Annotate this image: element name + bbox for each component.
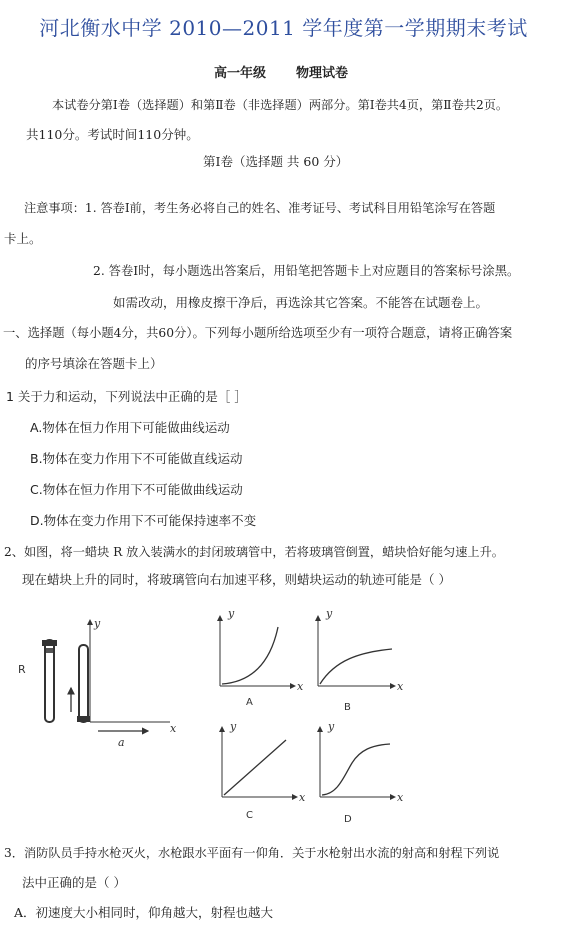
- graph-c-axis-y: y: [230, 720, 237, 733]
- subject-label: 物理试卷: [296, 66, 349, 81]
- notes-line-1: 注意事项：1. 答卷Ⅰ前，考生务必将自己的姓名、准考证号、考试科目用铅笔涂写在答题: [24, 201, 496, 215]
- notes-line-3: 2. 答卷Ⅰ时，每小题选出答案后，用铅笔把答题卡上对应题目的答案标号涂黑。: [93, 264, 520, 278]
- section1-line-2: 的序号填涂在答题卡上）: [25, 356, 163, 371]
- graph-d-axis-y: y: [328, 720, 335, 733]
- graph-d-axis-x: x: [397, 791, 404, 804]
- section1-line-1: 一、选择题（每小题4分，共60分）。下列每小题所给选项至少有一项符合题意，请将正确答案: [3, 326, 513, 340]
- intro-line-1: 本试卷分第Ⅰ卷（选择题）和第Ⅱ卷（非选择题）两部分。第Ⅰ卷共4页，第Ⅱ卷共2页。: [52, 98, 509, 112]
- figure-axis-y: y: [94, 617, 101, 630]
- q2-line-1: 2、如图，将一蜡块 R 放入装满水的封闭玻璃管中，若将玻璃管倒置，蜡块恰好能匀速上升。: [4, 545, 504, 559]
- part1-heading: 第Ⅰ卷（选择题 共 60 分）: [203, 154, 349, 169]
- q3-line-2: 法中正确的是（ ）: [22, 875, 126, 890]
- q2-line-2: 现在蜡块上升的同时，将玻璃管向右加速平移，则蜡块运动的轨迹可能是（ ）: [22, 572, 451, 587]
- grade-label: 高一年级: [214, 66, 267, 81]
- exam-title: 河北衡水中学 2010—2011 学年度第一学期期末考试: [39, 16, 528, 40]
- graph-a-axis-x: x: [297, 680, 304, 693]
- graph-d-label: D: [344, 814, 352, 825]
- intro-line-2: 共110分。考试时间110分钟。: [26, 127, 199, 142]
- tube-label-r: R: [18, 663, 26, 676]
- notes-line-4: 如需改动，用橡皮擦干净后，再选涂其它答案。不能答在试题卷上。: [113, 295, 489, 310]
- figure-axis-x: x: [170, 722, 177, 735]
- q1-stem: 1 关于力和运动，下列说法中正确的是［ ］: [6, 389, 247, 404]
- q1-option-c: C.物体在恒力作用下不可能做曲线运动: [30, 482, 243, 497]
- acceleration-label: a: [118, 736, 125, 749]
- q1-option-d: D.物体在变力作用下不可能保持速率不变: [30, 513, 257, 528]
- q1-option-a: A.物体在恒力作用下可能做曲线运动: [30, 420, 230, 435]
- graph-c: [222, 727, 297, 797]
- q3-line-1: 3．消防队员手持水枪灭火，水枪跟水平面有一仰角．关于水枪射出水流的射高和射程下列说: [4, 846, 500, 860]
- q3-option-a: A．初速度大小相同时，仰角越大，射程也越大: [14, 905, 274, 920]
- graph-d: [320, 727, 395, 797]
- graph-b: [318, 616, 395, 686]
- graph-b-axis-y: y: [326, 607, 333, 620]
- graph-a: [220, 616, 295, 686]
- graph-c-axis-x: x: [299, 791, 306, 804]
- q1-option-b: B.物体在变力作用下不可能做直线运动: [30, 451, 243, 466]
- graph-c-label: C: [246, 810, 253, 821]
- graph-a-axis-y: y: [228, 607, 235, 620]
- glass-tube-figure: [42, 620, 170, 731]
- graph-b-axis-x: x: [397, 680, 404, 693]
- notes-line-2: 卡上。: [4, 231, 42, 246]
- graph-b-label: B: [344, 702, 351, 713]
- graph-a-label: A: [246, 697, 253, 708]
